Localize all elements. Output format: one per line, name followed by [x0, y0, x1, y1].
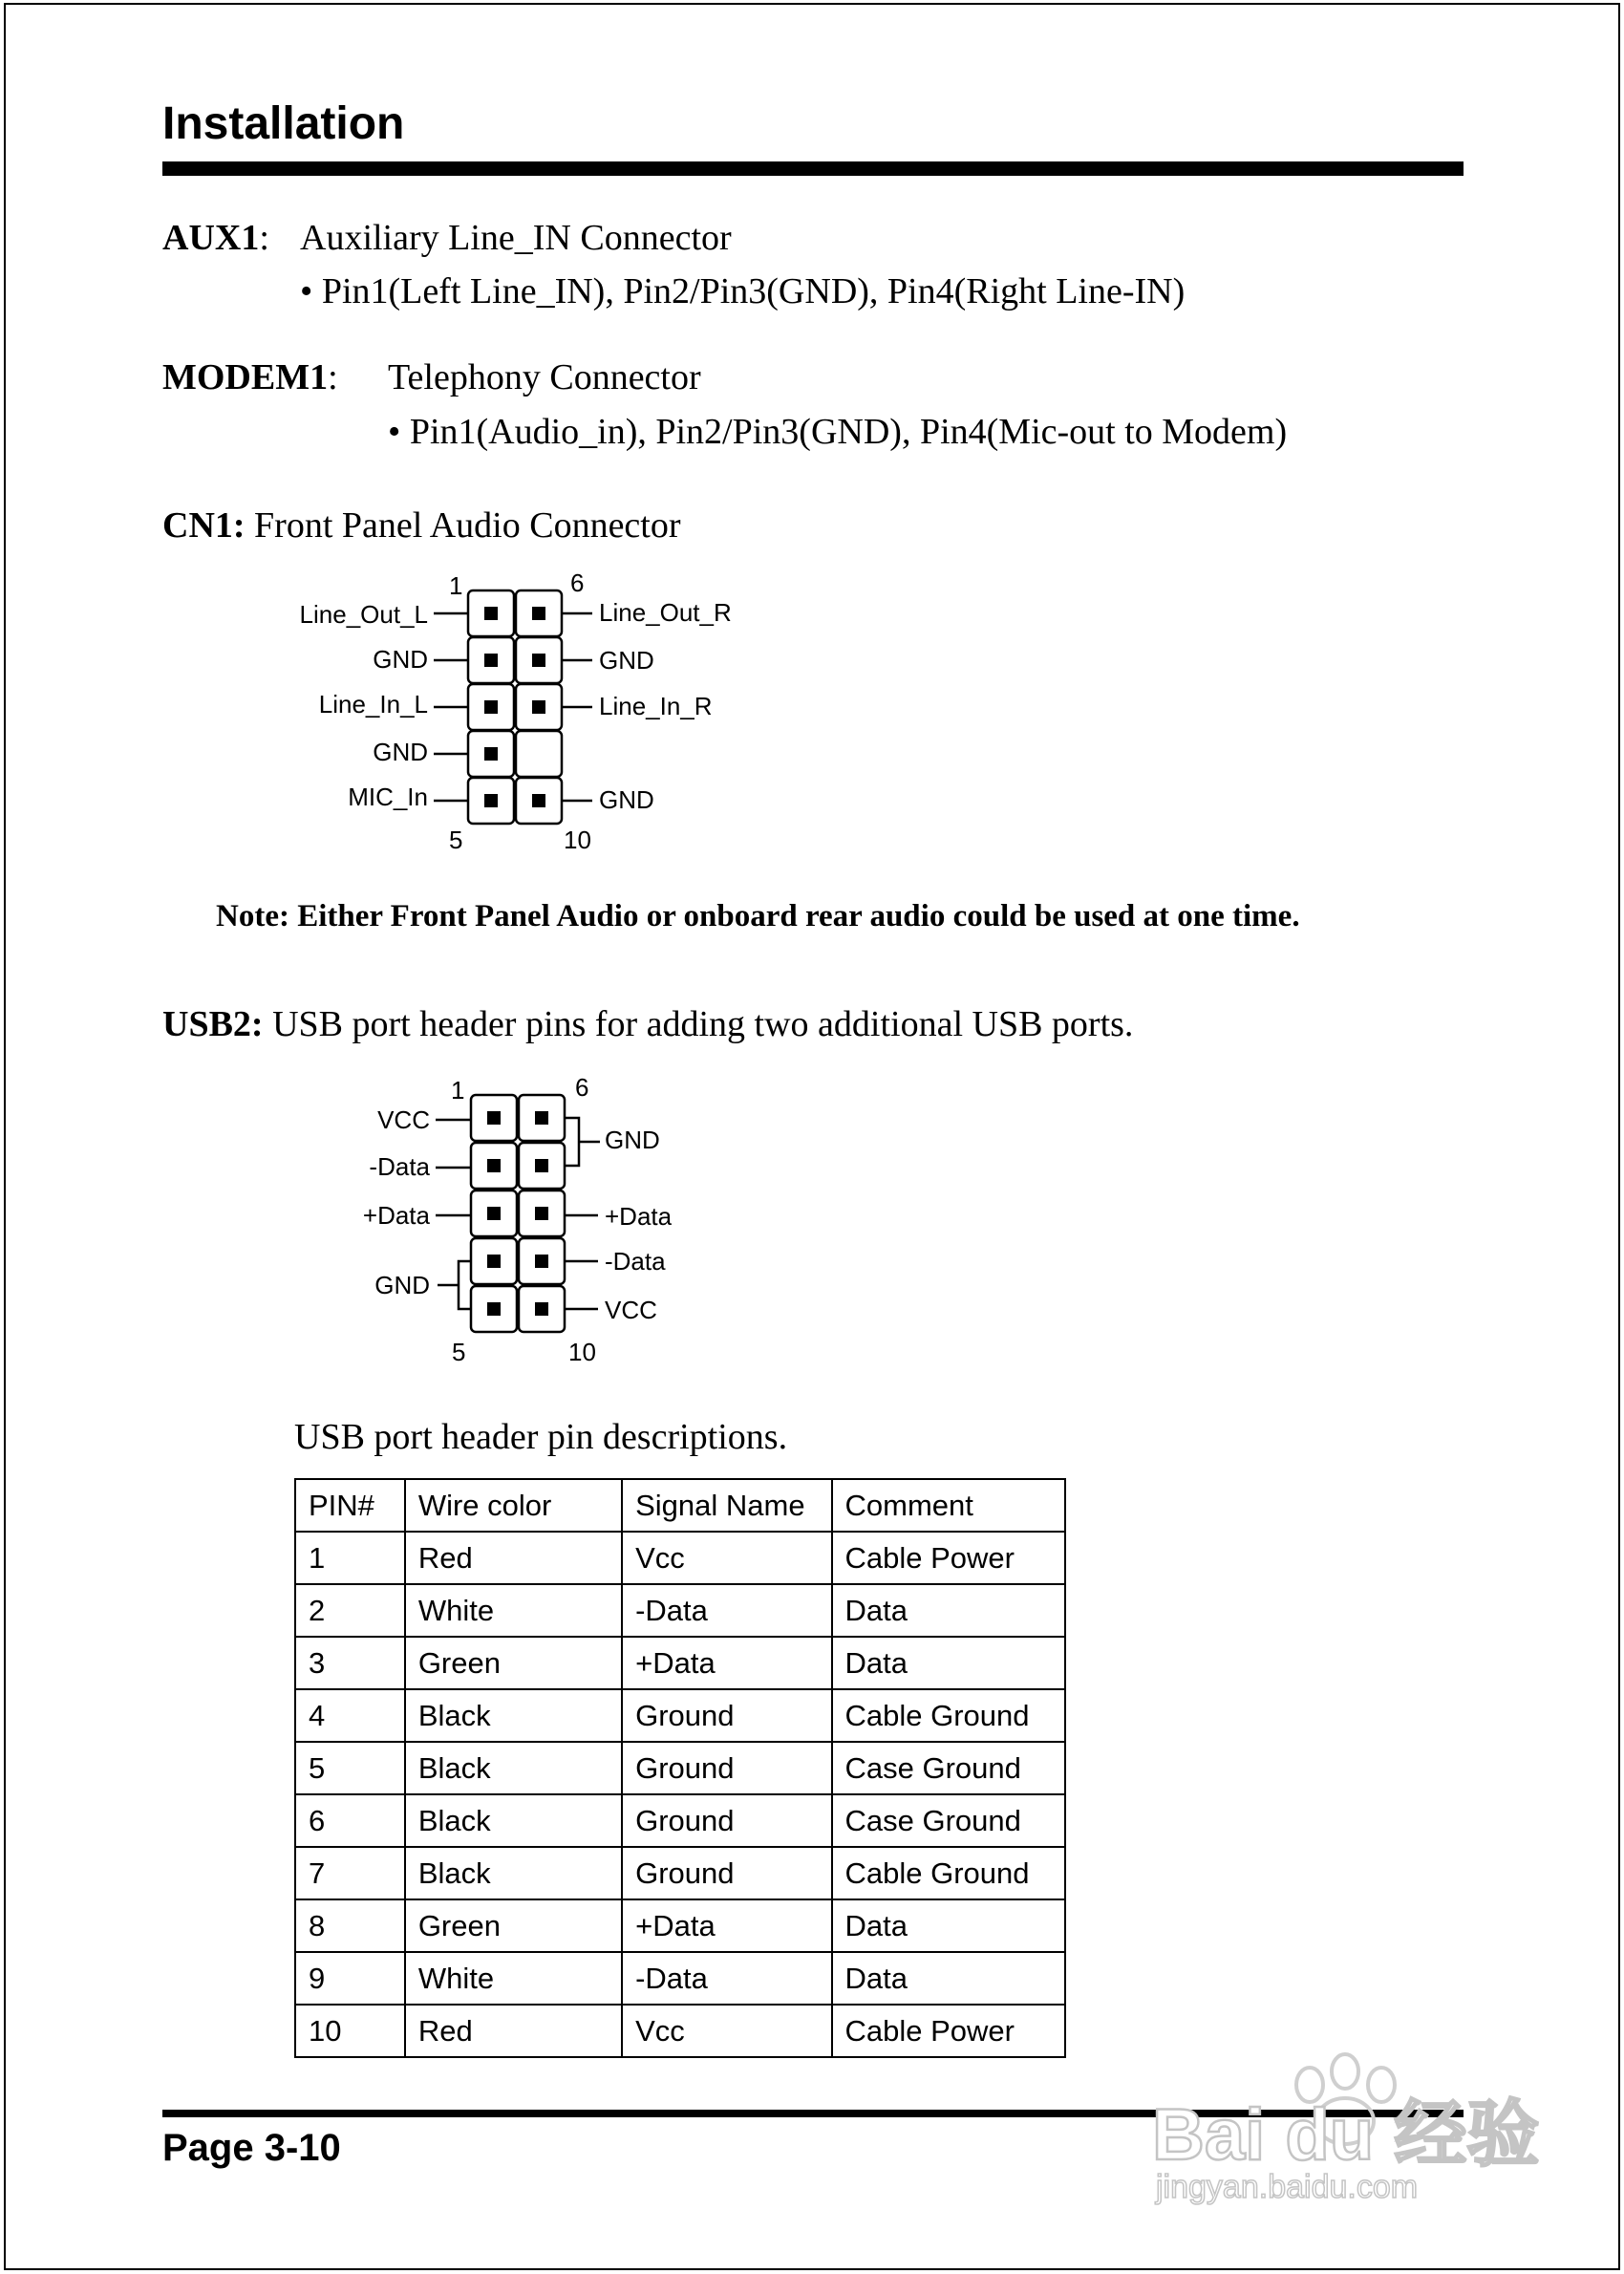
usb2-right-label: -Data	[605, 1247, 666, 1276]
cn1-right-label: Line_Out_R	[599, 598, 732, 627]
column-header: PIN#	[295, 1479, 405, 1532]
cell-pin: 8	[295, 1899, 405, 1952]
cell-comment: Data	[832, 1952, 1065, 2005]
table-row	[295, 2005, 1065, 2057]
cell-comment: Case Ground	[832, 1742, 1065, 1794]
aux1-title: Auxiliary Line_IN Connector	[300, 218, 732, 258]
cell-signal-name: -Data	[622, 1584, 831, 1637]
cell-signal-name: Ground	[622, 1689, 831, 1742]
cell-wire-color: Black	[405, 1794, 622, 1847]
cn1-title: Front Panel Audio Connector	[254, 505, 681, 546]
cn1-left-label: Line_In_L	[318, 690, 428, 719]
cell-signal-name: Ground	[622, 1847, 831, 1899]
usb2-right-label: GND	[605, 1126, 660, 1154]
cell-wire-color: Red	[405, 1532, 622, 1584]
usb2-left-label: VCC	[377, 1105, 430, 1134]
cell-comment: Data	[832, 1899, 1065, 1952]
cn1-left-label: GND	[373, 645, 428, 674]
usb2-left-label: +Data	[362, 1201, 430, 1230]
table-header-row	[295, 1479, 1065, 1532]
table-row	[295, 1952, 1065, 2005]
cn1-left-label: MIC_In	[348, 783, 428, 811]
usb2-right-label: VCC	[605, 1296, 657, 1324]
table-row	[295, 1794, 1065, 1847]
page-number: Page 3-10	[162, 2127, 341, 2169]
aux1-bullet: •	[300, 271, 313, 311]
aux1-pins: Pin1(Left Line_IN), Pin2/Pin3(GND), Pin4(Right Line-IN)	[321, 271, 1186, 311]
cell-pin: 7	[295, 1847, 405, 1899]
usb2-table-caption: USB port header pin descriptions.	[294, 1417, 788, 1457]
usb2-pin-6-number: 6	[575, 1073, 589, 1102]
cn1-right-label: GND	[599, 785, 654, 814]
cell-wire-color: Green	[405, 1637, 622, 1689]
cell-comment: Cable Ground	[832, 1847, 1065, 1899]
cell-wire-color: Black	[405, 1847, 622, 1899]
cell-wire-color: White	[405, 1584, 622, 1637]
cell-pin: 9	[295, 1952, 405, 2005]
cell-wire-color: Black	[405, 1689, 622, 1742]
cn1-pin-6-number: 6	[570, 568, 585, 597]
cell-signal-name: Vcc	[622, 2005, 831, 2057]
column-header: Signal Name	[622, 1479, 831, 1532]
watermark-brand: Bai du 经验	[1152, 2094, 1540, 2176]
usb2-left-label: -Data	[369, 1152, 430, 1181]
table-row	[295, 1899, 1065, 1952]
cell-pin: 5	[295, 1742, 405, 1794]
section-title: Installation	[162, 98, 405, 149]
cell-pin: 4	[295, 1689, 405, 1742]
usb-pin-description-table	[294, 1478, 1066, 2058]
cell-comment: Data	[832, 1637, 1065, 1689]
aux1-label: AUX1	[162, 218, 260, 258]
cell-comment: Cable Power	[832, 2005, 1065, 2057]
column-header: Comment	[832, 1479, 1065, 1532]
cn1-pin-5-number: 5	[449, 826, 463, 854]
usb2-title: USB port header pins for adding two additional USB ports.	[272, 1004, 1134, 1044]
cn1-right-label: Line_In_R	[599, 692, 713, 720]
modem1-title: Telephony Connector	[388, 357, 701, 397]
cell-pin: 6	[295, 1794, 405, 1847]
cn1-left-label: GND	[373, 738, 428, 766]
cell-signal-name: +Data	[622, 1899, 831, 1952]
cell-wire-color: Black	[405, 1742, 622, 1794]
table-row	[295, 1847, 1065, 1899]
cell-signal-name: +Data	[622, 1637, 831, 1689]
cell-signal-name: Ground	[622, 1742, 831, 1794]
cell-pin: 10	[295, 2005, 405, 2057]
table-row	[295, 1689, 1065, 1742]
cell-comment: Cable Ground	[832, 1689, 1065, 1742]
cell-signal-name: Vcc	[622, 1532, 831, 1584]
cell-signal-name: -Data	[622, 1952, 831, 2005]
modem1-pins: Pin1(Audio_in), Pin2/Pin3(GND), Pin4(Mic-out to Modem)	[409, 412, 1288, 452]
table-row	[295, 1742, 1065, 1794]
table-row	[295, 1584, 1065, 1637]
table-row	[295, 1532, 1065, 1584]
usb2-pin-5-number: 5	[452, 1338, 466, 1366]
cn1-right-label: GND	[599, 646, 654, 675]
cell-pin: 1	[295, 1532, 405, 1584]
cn1-left-label: Line_Out_L	[299, 600, 428, 629]
cell-comment: Case Ground	[832, 1794, 1065, 1847]
cell-comment: Cable Power	[832, 1532, 1065, 1584]
usb2-left-label: GND	[374, 1271, 430, 1299]
cell-comment: Data	[832, 1584, 1065, 1637]
usb2-pin-10-number: 10	[568, 1338, 596, 1366]
modem1-colon: :	[328, 357, 338, 397]
modem1-bullet: •	[388, 412, 401, 452]
usb2-right-label: +Data	[605, 1202, 673, 1231]
cell-signal-name: Ground	[622, 1794, 831, 1847]
cell-pin: 3	[295, 1637, 405, 1689]
usb2-pin-1-number: 1	[451, 1076, 465, 1105]
cell-pin: 2	[295, 1584, 405, 1637]
modem1-label: MODEM1	[162, 357, 329, 397]
cn1-pin-10-number: 10	[564, 826, 591, 854]
cn1-label: CN1:	[162, 505, 246, 546]
aux1-colon: :	[259, 218, 269, 258]
baidu-watermark	[1143, 2026, 1544, 2207]
cn1-note: Note: Either Front Panel Audio or onboard rear audio could be used at one time.	[216, 899, 1300, 933]
column-header: Wire color	[405, 1479, 622, 1532]
cell-wire-color: White	[405, 1952, 622, 2005]
cn1-pin-1-number: 1	[449, 571, 463, 600]
cell-wire-color: Green	[405, 1899, 622, 1952]
table-row	[295, 1637, 1065, 1689]
cell-wire-color: Red	[405, 2005, 622, 2057]
usb2-label: USB2:	[162, 1004, 264, 1044]
watermark-url: jingyan.baidu.com	[1156, 2169, 1419, 2205]
